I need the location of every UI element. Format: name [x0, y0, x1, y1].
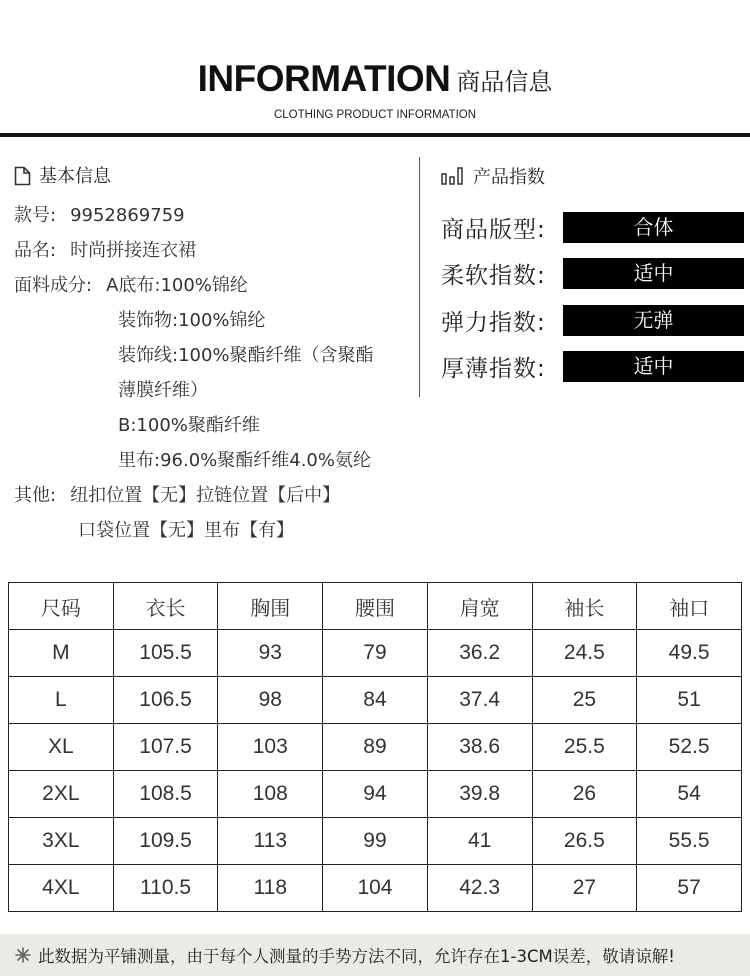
table-cell: 104	[323, 865, 428, 912]
table-cell: 113	[218, 818, 323, 865]
table-cell: 106.5	[113, 677, 218, 724]
table-cell: 24.5	[532, 630, 637, 677]
index-row	[441, 204, 746, 251]
table-cell: 39.8	[427, 771, 532, 818]
table-cell: 26	[532, 771, 637, 818]
table-cell: 41	[427, 818, 532, 865]
section-divider	[419, 157, 420, 397]
table-cell: 57	[637, 865, 742, 912]
table-cell: 42.3	[427, 865, 532, 912]
measurement-note: 此数据为平铺测量，由于每个人测量的手势方法不同，允许存在1-3CM误差，敬请谅解!	[38, 947, 675, 966]
table-header-cell: 袖口	[637, 583, 742, 630]
index-label: 弹力指数:	[441, 309, 546, 336]
index-row	[441, 251, 746, 298]
table-cell: 4XL	[9, 865, 114, 912]
table-header-cell: 尺码	[9, 583, 114, 630]
basic-info-title: 基本信息	[39, 165, 111, 187]
table-cell: XL	[9, 724, 114, 771]
table-row	[9, 865, 742, 912]
index-label: 商品版型:	[441, 216, 546, 243]
document-icon	[14, 166, 31, 186]
name-value: 时尚拼接连衣裙	[70, 240, 197, 261]
table-row	[9, 771, 742, 818]
basic-info-heading	[14, 160, 414, 192]
index-row	[441, 344, 746, 391]
fabric-row	[14, 268, 414, 303]
table-row	[9, 818, 742, 865]
table-cell: 52.5	[637, 724, 742, 771]
index-value-badge: 无弹	[563, 305, 744, 336]
page-header	[0, 0, 750, 134]
table-header-row	[9, 583, 742, 630]
product-index-title: 产品指数	[473, 167, 545, 188]
table-cell: 25	[532, 677, 637, 724]
style-no-label: 款号:	[14, 205, 57, 226]
title-cn: 商品信息	[456, 67, 553, 96]
fabric-line: 装饰线:100%聚酯纤维（含聚酯	[118, 345, 374, 366]
table-cell: 27	[532, 865, 637, 912]
other-label: 其他:	[14, 485, 57, 506]
table-cell: 36.2	[427, 630, 532, 677]
table-cell: 79	[323, 630, 428, 677]
table-header-cell: 腰围	[323, 583, 428, 630]
table-cell: 26.5	[532, 818, 637, 865]
fabric-line: 装饰物:100%锦纶	[118, 310, 266, 331]
product-index-heading	[441, 160, 746, 192]
bar-chart-icon	[441, 167, 463, 185]
name-row	[14, 233, 414, 268]
table-cell: 107.5	[113, 724, 218, 771]
table-cell: 108.5	[113, 771, 218, 818]
table-cell: 54	[637, 771, 742, 818]
title-row	[0, 58, 750, 100]
table-cell: 49.5	[637, 630, 742, 677]
index-value-badge: 适中	[563, 351, 744, 382]
table-row	[9, 724, 742, 771]
table-header-cell: 胸围	[218, 583, 323, 630]
star-burst-icon	[14, 946, 32, 964]
table-cell: 84	[323, 677, 428, 724]
header-divider	[0, 133, 750, 137]
table-cell: 99	[323, 818, 428, 865]
fabric-line: B:100%聚酯纤维	[118, 415, 260, 436]
fabric-line: 里布:96.0%聚酯纤维4.0%氨纶	[118, 450, 371, 471]
table-cell: 109.5	[113, 818, 218, 865]
table-cell: 37.4	[427, 677, 532, 724]
table-header-cell: 肩宽	[427, 583, 532, 630]
table-cell: 2XL	[9, 771, 114, 818]
table-header-cell: 袖长	[532, 583, 637, 630]
table-cell: 108	[218, 771, 323, 818]
fabric-line: 薄膜纤维）	[118, 380, 208, 401]
index-value-badge: 合体	[563, 212, 744, 243]
table-cell: 105.5	[113, 630, 218, 677]
fabric-label: 面料成分:	[14, 275, 93, 296]
table-cell: 55.5	[637, 818, 742, 865]
index-label: 柔软指数:	[441, 263, 546, 290]
other-line: 纽扣位置【无】拉链位置【后中】	[70, 485, 341, 506]
table-cell: 118	[218, 865, 323, 912]
other-line: 口袋位置【无】里布【有】	[78, 520, 294, 541]
table-cell: 25.5	[532, 724, 637, 771]
table-cell: 3XL	[9, 818, 114, 865]
basic-info-section	[14, 160, 414, 548]
table-cell: 89	[323, 724, 428, 771]
table-cell: 98	[218, 677, 323, 724]
table-cell: 110.5	[113, 865, 218, 912]
table-cell: 103	[218, 724, 323, 771]
table-cell: 93	[218, 630, 323, 677]
table-header-cell: 衣长	[113, 583, 218, 630]
subtitle: CLOTHING PRODUCT INFORMATION	[273, 109, 477, 121]
other-row	[14, 478, 414, 513]
style-no-row	[14, 198, 414, 233]
product-index-section	[441, 160, 746, 390]
index-value-badge: 适中	[563, 258, 744, 289]
title-en: INFORMATION	[197, 58, 451, 99]
table-row	[9, 677, 742, 724]
measurement-note-bar	[0, 934, 750, 976]
table-cell: L	[9, 677, 114, 724]
size-table	[8, 582, 742, 912]
index-row	[441, 297, 746, 344]
table-cell: 38.6	[427, 724, 532, 771]
table-cell: 94	[323, 771, 428, 818]
fabric-line: A底布:100%锦纶	[106, 275, 248, 296]
index-label: 厚薄指数:	[441, 356, 546, 383]
name-label: 品名:	[14, 240, 57, 261]
table-cell: 51	[637, 677, 742, 724]
table-cell: M	[9, 630, 114, 677]
style-no-value: 9952869759	[70, 205, 185, 226]
table-row	[9, 630, 742, 677]
